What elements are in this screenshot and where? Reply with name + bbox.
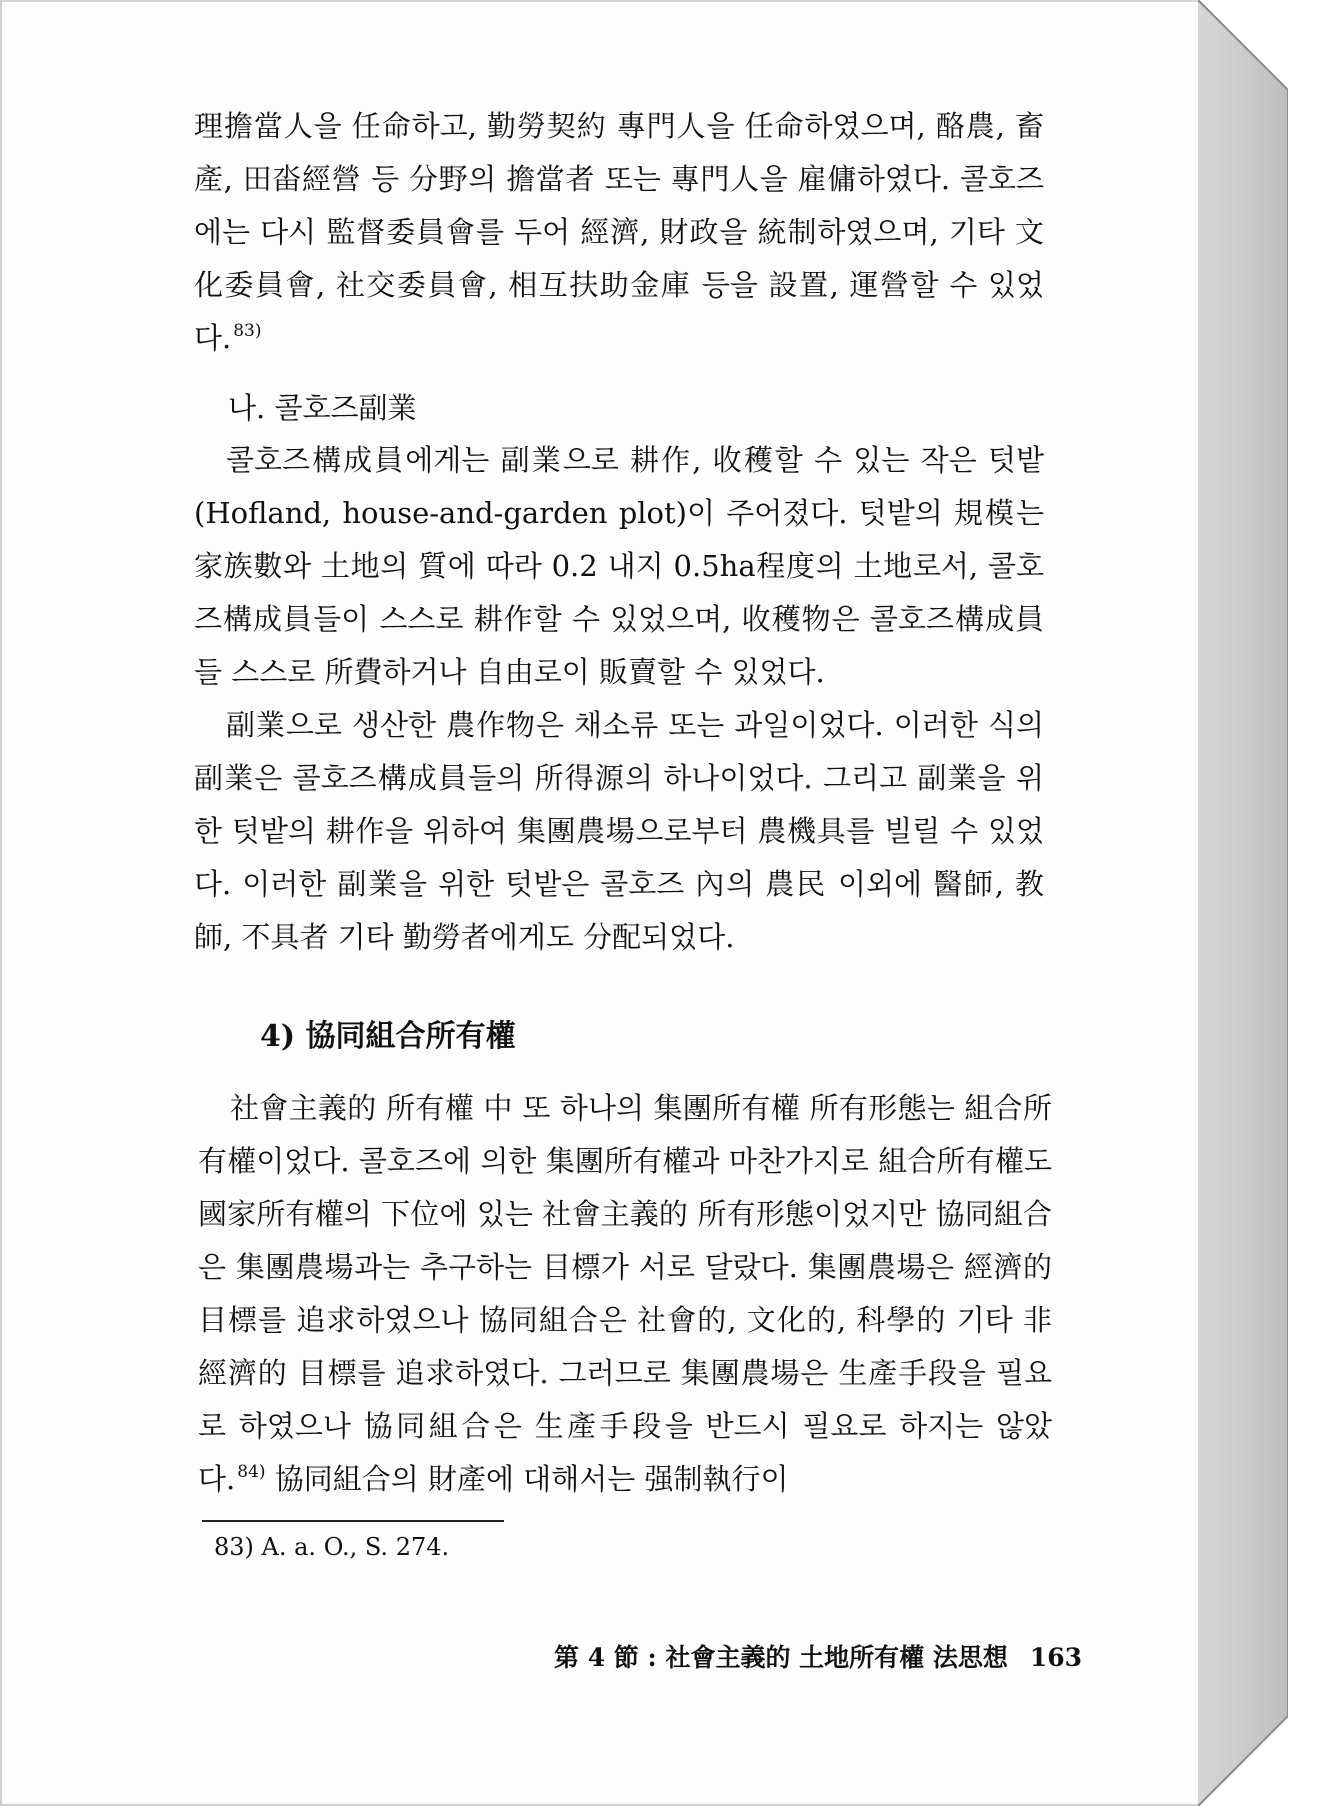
subheading-kolkhoz-sideline: 나. 콜호즈副業 <box>228 391 417 425</box>
section-heading-cooperative-ownership: 4) 協同組合所有權 <box>260 1019 516 1054</box>
paragraph-text: 理擔當人을 任命하고, 勤勞契約 專門人을 任命하였으며, 酪農, 畜產, 田畓經營 등 分野의 擔當者 또는 專門人을 雇傭하였다. 콜호즈에는 다시 監督委員會를 두어 經濟, 財政을 統制하였으며, 기타 文化委員會, 社交委員會, 相互扶助金庫 등을 設置, 運營할 수 있었다. <box>194 109 1044 355</box>
footnote-ref-83[interactable]: 83) <box>233 321 262 341</box>
section-body-cooperative <box>198 1082 1052 1506</box>
paragraph: 콜호즈構成員에게는 副業으로 耕作, 收穫할 수 있는 작은 텃밭(Hofland, house-and-garden plot)이 주어졌다. 텃밭의 規模는 家族數와 土地의 質에 따라 0.2 내지 0.5ha程度의 土地로서, 콜호즈構成員들이 스스로 耕作할 수 있었으며, 收穫物은 콜호즈構成員들 스스로 所費하거나 自由로이 販賣할 수 있었다. <box>194 443 1044 689</box>
paragraph-text-continued: 協同組合의 財產에 대해서는 强制執行이 <box>265 1462 789 1496</box>
paragraph-text: 社會主義的 所有權 中 또 하나의 集團所有權 所有形態는 組合所有權이었다. 콜호즈에 의한 集團所有權과 마찬가지로 組合所有權도 國家所有權의 下位에 있는 社會主義的 所有形態이었지만 協同組合은 集團農場과는 추구하는 目標가 서로 달랐다. 集團農場은 經濟的 目標를 追求하였으나 協同組合은 社會的, 文化的, 科學的 기타 非經濟的 目標를 追求하였다. 그러므로 集團農場은 生產手段을 필요로 하였으나 協同組合은 生產手段을 반드시 필요로 하지는 않았다. <box>198 1091 1052 1496</box>
running-footer <box>554 1638 1082 1678</box>
paragraph: 副業으로 생산한 農作物은 채소류 또는 과일이었다. 이러한 식의 副業은 콜호즈構成員들의 所得源의 하나이었다. 그리고 副業을 위한 텃밭의 耕作을 위하여 集團農場으로부터 農機具를 빌릴 수 있었다. 이러한 副業을 위한 텃밭은 콜호즈 內의 農民 이외에 醫師, 教師, 不具者 기타 勤勞者에게도 分配되었다. <box>194 708 1044 954</box>
running-title: 第 4 節 : 社會主義的 土地所有權 法思想 <box>554 1643 1008 1672</box>
footnote-divider <box>202 1520 504 1522</box>
footnote-83: 83) A. a. O., S. 274. <box>214 1533 450 1561</box>
paragraph-continued <box>194 100 1044 365</box>
footnote-ref-84[interactable]: 84) <box>237 1462 266 1482</box>
book-edge <box>1198 0 1288 1806</box>
page-number: 163 <box>1029 1643 1083 1672</box>
section-body-sideline <box>194 434 1044 964</box>
